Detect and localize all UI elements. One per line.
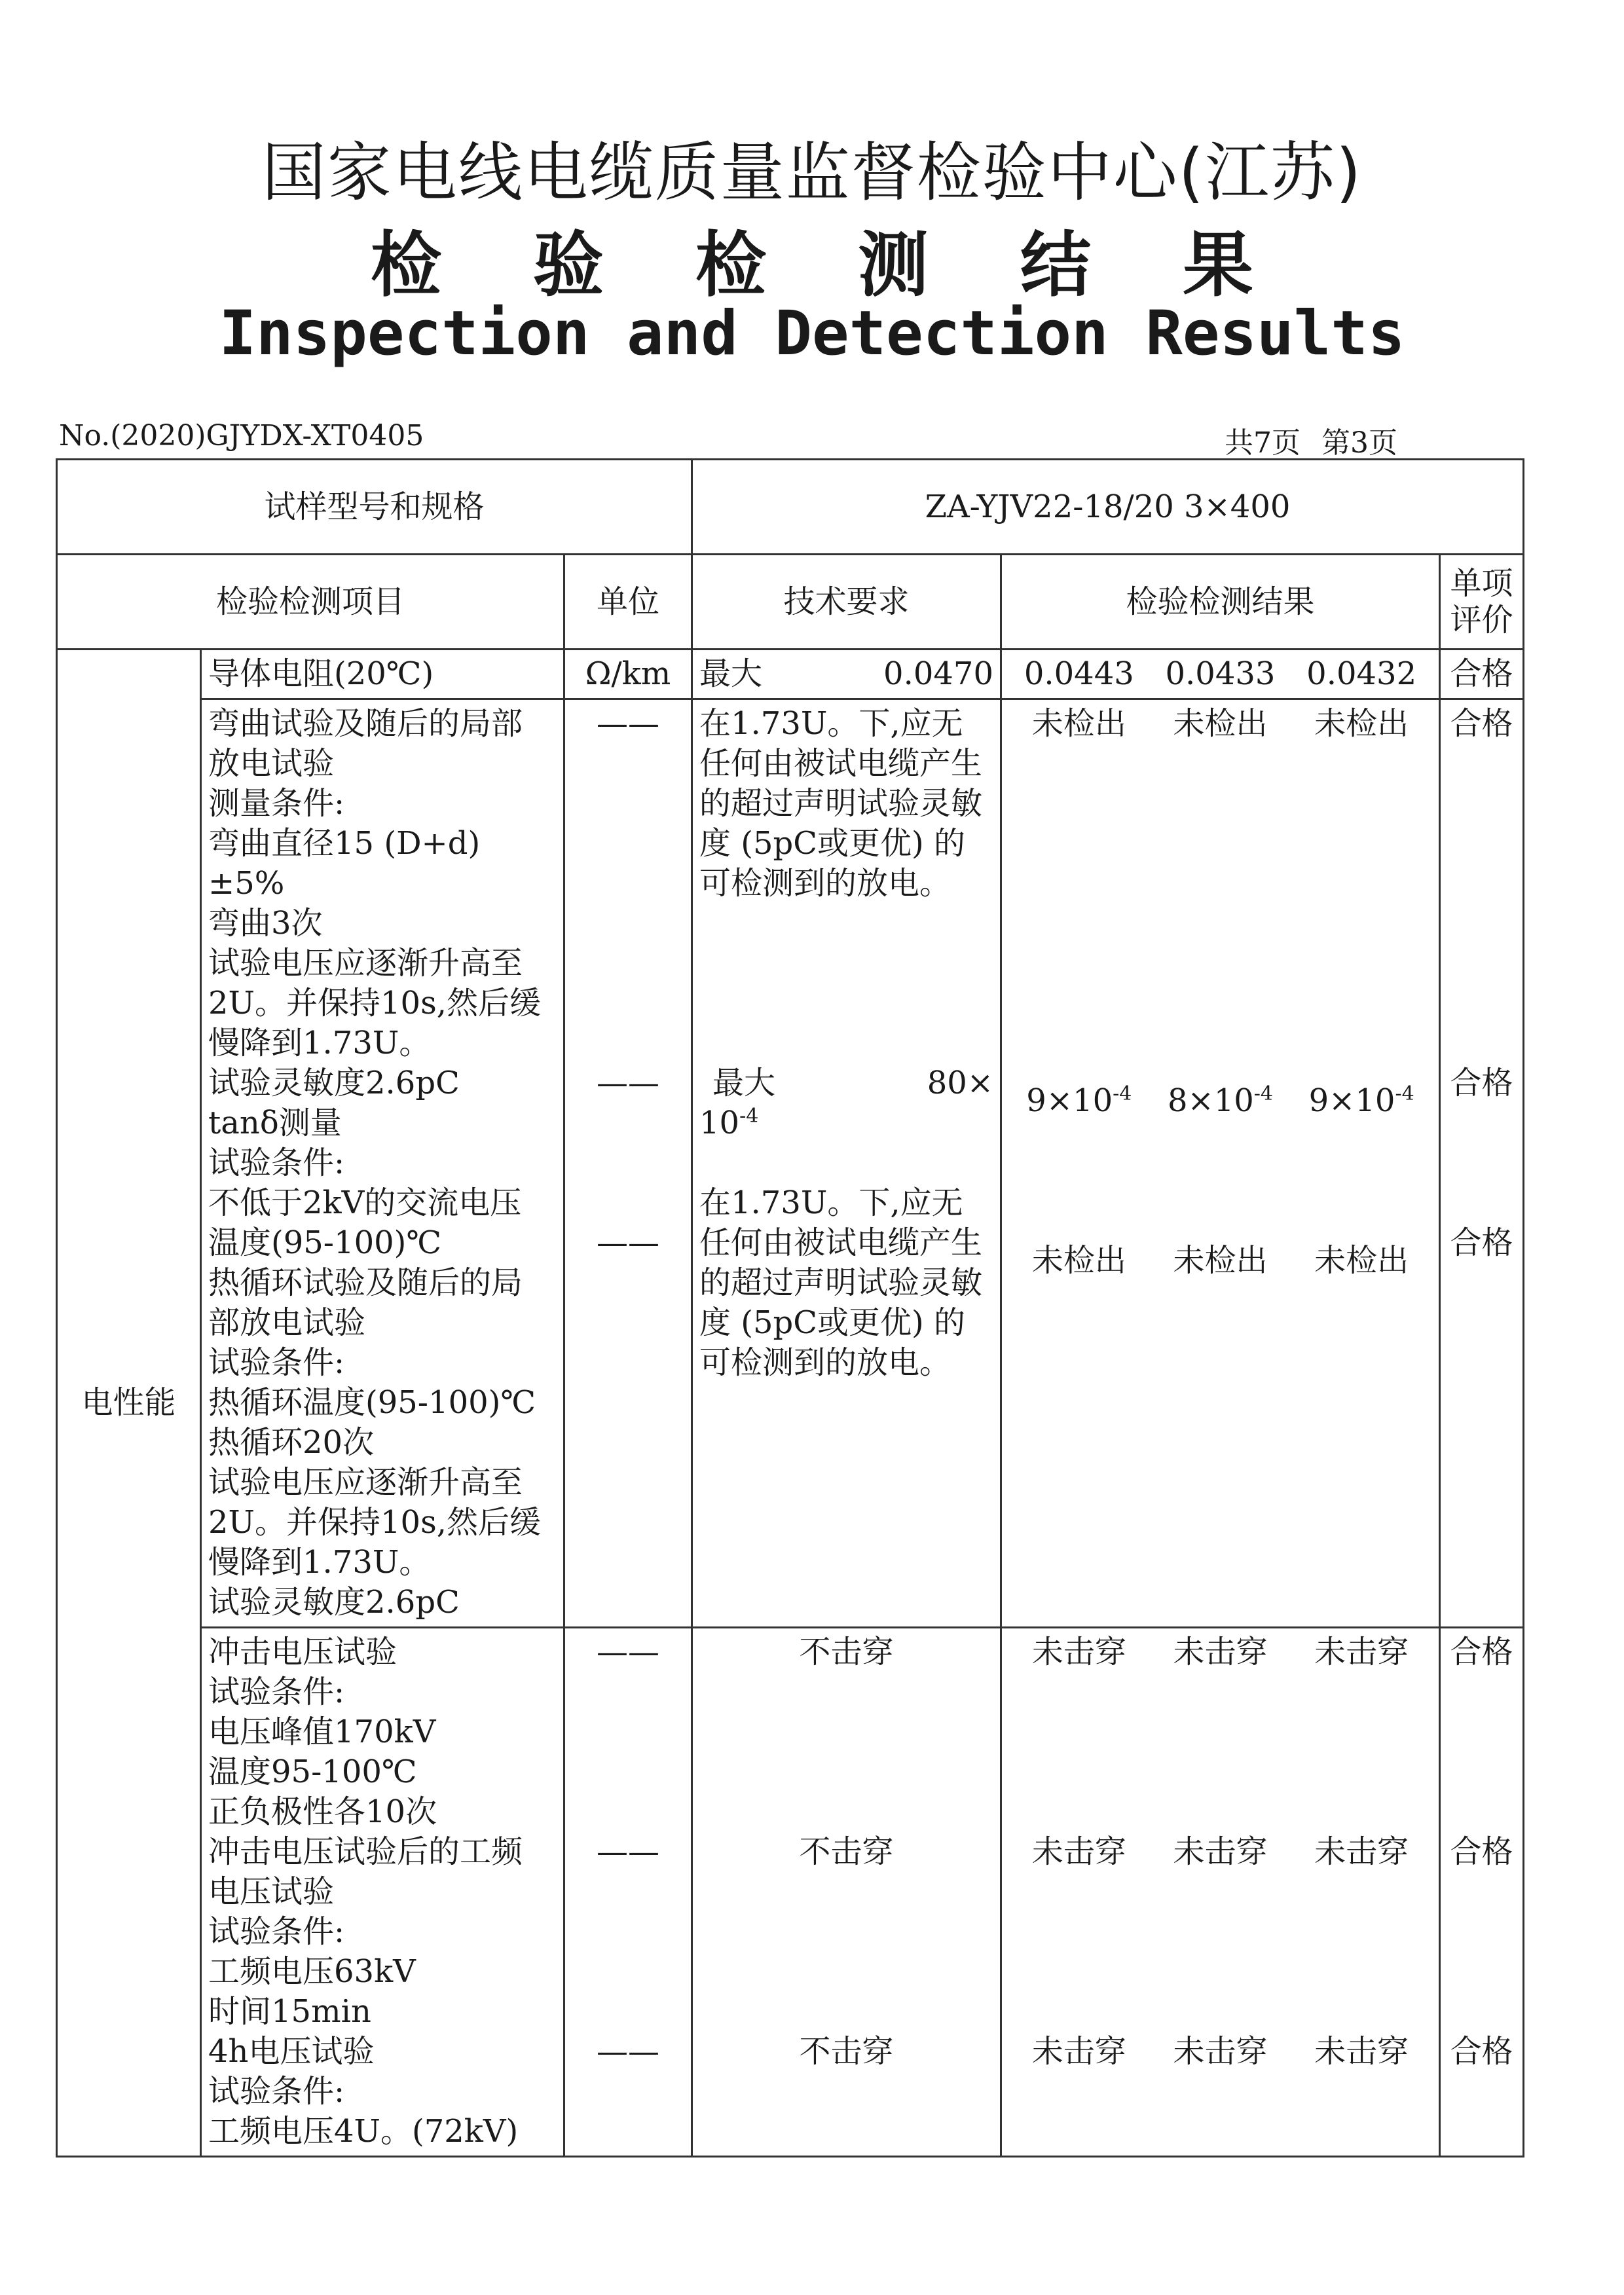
unit-cell	[564, 1628, 692, 2157]
item-line: 试验灵敏度2.6pC	[208, 1065, 460, 1101]
item-line: 工频电压63kV	[208, 1953, 416, 1990]
eval-value: 合格	[1450, 1224, 1513, 1261]
req-exp: $10^{-4}$	[699, 1105, 759, 1141]
item-line: 正负极性各10次	[208, 1793, 437, 1830]
item-line: 热循环试验及随后的局	[208, 1264, 523, 1301]
unit-dash: ——	[597, 1833, 659, 1870]
result-cell	[1001, 1628, 1440, 2157]
req-line: 任何由被试电缆产生	[699, 1224, 983, 1261]
result-value: 未检出	[1031, 1242, 1126, 1279]
sample-value: ZA-YJV22-18/20 3×400	[692, 460, 1524, 555]
req-value: 不击穿	[799, 2033, 894, 2070]
req-cell	[692, 650, 1001, 699]
report-number: No.(2020)GJYDX-XT0405	[59, 419, 424, 452]
item-line: 时间15min	[208, 1993, 371, 2030]
req-line: 度 (5pC或更优) 的	[699, 825, 965, 862]
item-line: 温度95-100℃	[208, 1753, 417, 1790]
item-line: 放电试验	[208, 745, 335, 782]
col-result: 检验检测结果	[1001, 555, 1440, 650]
result-value: $9\times 10^{-4}$	[1026, 1082, 1132, 1119]
eval-cell	[1440, 699, 1524, 1628]
result-value: 0.0443	[1024, 655, 1134, 692]
item-line: 慢降到1.73U。	[208, 1025, 431, 1061]
item-line: 冲击电压试验	[208, 1634, 397, 1670]
results-table	[56, 458, 1524, 2157]
item-line: 部放电试验	[208, 1304, 366, 1341]
item-cell: 导体电阻(20℃)	[201, 650, 564, 699]
eval-value: 合格	[1450, 1065, 1513, 1101]
table-row	[57, 699, 1524, 1628]
result-value: 未击穿	[1314, 2033, 1409, 2070]
item-line: 试验电压应逐渐升高至	[208, 945, 523, 982]
table-row	[57, 1628, 1524, 2157]
item-line: 慢降到1.73U。	[208, 1544, 431, 1581]
result-value: 未击穿	[1031, 1634, 1126, 1670]
result-value: 0.0432	[1306, 655, 1417, 692]
result-value: 未击穿	[1314, 1634, 1409, 1670]
item-line: 试验条件:	[208, 2073, 345, 2110]
req-max-label: 最大	[712, 1065, 776, 1101]
item-line: 冲击电压试验后的工频	[208, 1833, 523, 1870]
col-eval-line1: 单项	[1450, 565, 1513, 602]
result-cell	[1001, 650, 1440, 699]
item-line: 试验条件:	[208, 1344, 345, 1381]
eval-value: 合格	[1450, 1634, 1513, 1670]
page-number: 第3页	[1321, 426, 1397, 460]
result-value: $9\times 10^{-4}$	[1308, 1082, 1414, 1119]
result-value: $8\times 10^{-4}$	[1167, 1082, 1274, 1119]
sample-row	[57, 460, 1524, 555]
item-line: 弯曲试验及随后的局部	[208, 705, 523, 742]
item-cell	[201, 1628, 564, 2157]
item-line: 热循环温度(95-100)℃	[208, 1384, 536, 1421]
req-line: 可检测到的放电。	[699, 1344, 951, 1381]
title-cn: 检验检测结果	[370, 225, 1345, 306]
item-line: 热循环20次	[208, 1424, 375, 1461]
result-value: 未击穿	[1031, 2033, 1126, 2070]
category-cell: 电性能	[57, 650, 201, 2157]
eval-cell: 合格	[1440, 650, 1524, 699]
col-eval-line2: 评价	[1450, 602, 1513, 638]
item-line: 2U。并保持10s,然后缓	[208, 985, 541, 1021]
result-value: 未击穿	[1314, 1833, 1409, 1870]
req-cell	[692, 699, 1001, 1628]
eval-value: 合格	[1450, 705, 1513, 742]
item-line: 弯曲3次	[208, 905, 323, 942]
table-row	[57, 650, 1524, 699]
item-line: 弯曲直径15 (D+d) ±5%	[208, 825, 481, 902]
column-header-row	[57, 555, 1524, 650]
req-line: 度 (5pC或更优) 的	[699, 1304, 965, 1341]
unit-dash: ——	[597, 1224, 659, 1261]
item-line: 工频电压4U。(72kV)	[208, 2113, 519, 2150]
req-max-label: 最大	[699, 655, 763, 692]
item-line: 试验条件:	[208, 1913, 345, 1950]
title-en: Inspection and Detection Results	[219, 298, 1405, 369]
item-line: 电压峰值170kV	[208, 1714, 436, 1750]
item-line: 试验电压应逐渐升高至	[208, 1464, 523, 1501]
req-cell	[692, 1628, 1001, 2157]
req-line: 在1.73U。下,应无	[699, 705, 963, 742]
unit-cell: Ω/km	[564, 650, 692, 699]
sample-label: 试样型号和规格	[57, 460, 692, 555]
col-eval	[1440, 555, 1524, 650]
result-value: 未检出	[1314, 705, 1409, 742]
req-line: 在1.73U。下,应无	[699, 1184, 963, 1221]
unit-dash: ——	[597, 705, 659, 742]
result-value: 未检出	[1031, 705, 1126, 742]
item-line: 温度(95-100)℃	[208, 1224, 442, 1261]
result-value: 未击穿	[1173, 1833, 1268, 1870]
result-cell	[1001, 699, 1440, 1628]
item-cell	[201, 699, 564, 1628]
req-line: 的超过声明试验灵敏	[699, 1264, 983, 1301]
unit-dash: ——	[597, 1634, 659, 1670]
item-line: 4h电压试验	[208, 2033, 375, 2070]
result-value: 未检出	[1314, 1242, 1409, 1279]
eval-cell	[1440, 1628, 1524, 2157]
item-line: 试验条件:	[208, 1145, 345, 1181]
req-line: 的超过声明试验灵敏	[699, 785, 983, 822]
result-value: 未检出	[1173, 705, 1268, 742]
item-line: 试验条件:	[208, 1674, 345, 1710]
result-value: 未检出	[1173, 1242, 1268, 1279]
item-line: tanδ测量	[208, 1105, 342, 1141]
eval-value: 合格	[1450, 2033, 1513, 2070]
req-value: 不击穿	[799, 1833, 894, 1870]
item-line: 试验灵敏度2.6pC	[208, 1584, 460, 1621]
req-value: 不击穿	[799, 1634, 894, 1670]
result-value: 未击穿	[1031, 1833, 1126, 1870]
req-line: 任何由被试电缆产生	[699, 745, 983, 782]
col-unit: 单位	[564, 555, 692, 650]
item-line: 测量条件:	[208, 785, 345, 822]
result-value: 0.0433	[1165, 655, 1276, 692]
result-value: 未击穿	[1173, 1634, 1268, 1670]
req-max-value: 80×	[927, 1065, 993, 1101]
unit-dash: ——	[597, 1065, 659, 1101]
page-info	[1225, 419, 1409, 461]
item-line: 不低于2kV的交流电压	[208, 1184, 522, 1221]
unit-dash: ——	[597, 2033, 659, 2070]
req-line: 可检测到的放电。	[699, 865, 951, 902]
col-req: 技术要求	[692, 555, 1001, 650]
total-pages: 共7页	[1225, 426, 1301, 460]
eval-value: 合格	[1450, 1833, 1513, 1870]
unit-cell	[564, 699, 692, 1628]
org-name: 国家电线电缆质量监督检验中心(江苏)	[261, 136, 1363, 210]
item-line: 2U。并保持10s,然后缓	[208, 1504, 541, 1541]
req-max-value: 0.0470	[883, 655, 993, 692]
result-value: 未击穿	[1173, 2033, 1268, 2070]
col-item: 检验检测项目	[57, 555, 564, 650]
item-line: 电压试验	[208, 1873, 335, 1910]
